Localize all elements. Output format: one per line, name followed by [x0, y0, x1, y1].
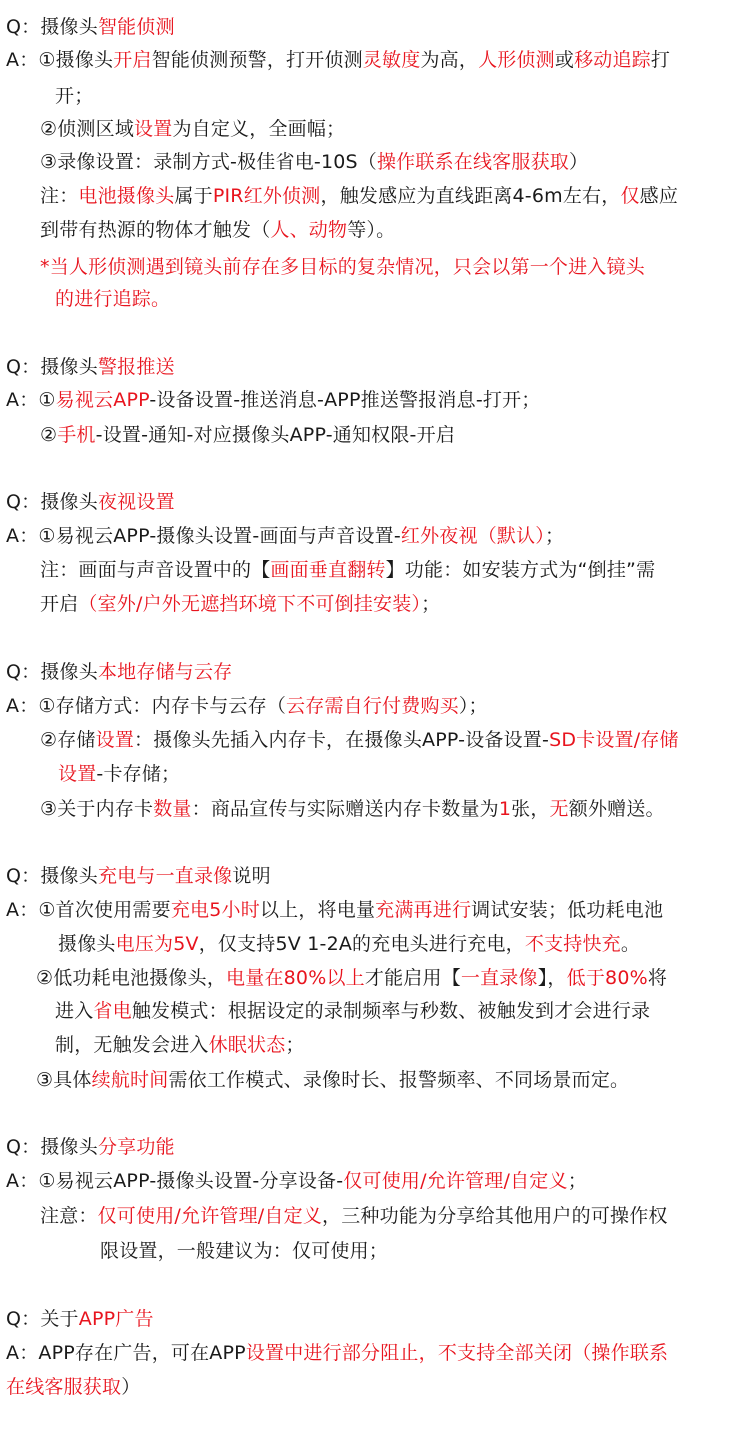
body-text: Q：摄像头 [6, 356, 98, 378]
body-text: 注： [40, 185, 79, 207]
highlight-text: 休眠状态 [208, 1034, 286, 1056]
highlight-text: APP广告 [78, 1308, 154, 1330]
body-text: 】功能：如安装方式为“倒挂”需 [385, 559, 656, 581]
body-text: ：摄像头先插入内存卡，在摄像头APP-设备设置- [134, 729, 550, 751]
faq-line [6, 355, 175, 379]
body-text: 摄像头 [58, 933, 116, 955]
faq-line [40, 728, 679, 752]
faq-line [6, 48, 670, 72]
body-text: ③具体 [36, 1069, 92, 1091]
faq-line [58, 932, 640, 956]
body-text: A：①摄像头 [6, 49, 114, 71]
body-text: ； [285, 1034, 305, 1056]
highlight-text: 低于80% [566, 967, 648, 989]
body-text: ②低功耗电池摄像头， [36, 967, 227, 989]
body-text: 属于 [174, 185, 213, 207]
faq-line [6, 1341, 668, 1365]
faq-line [58, 762, 180, 786]
body-text: Q：摄像头 [6, 16, 98, 38]
faq-line [40, 117, 345, 141]
highlight-text: 本地存储与云存 [97, 661, 233, 683]
highlight-text: 画面垂直翻转 [270, 559, 386, 581]
faq-line [6, 388, 540, 412]
highlight-text: 电量在80%以上 [226, 967, 365, 989]
body-text: ； [421, 593, 441, 615]
highlight-text: 充电5小时 [170, 899, 260, 921]
body-text: A：① [6, 389, 56, 411]
highlight-text: 电池摄像头 [78, 185, 175, 207]
highlight-text: PIR红外侦测 [212, 185, 321, 207]
faq-line [6, 660, 232, 684]
body-text: ②侦测区域 [40, 118, 135, 140]
body-text: ） [121, 1376, 141, 1398]
highlight-text: 分享功能 [97, 1136, 175, 1158]
body-text: ③录像设置：录制方式-极佳省电-10S（ [40, 151, 377, 173]
body-text: Q：摄像头 [6, 865, 98, 887]
faq-line [40, 558, 655, 582]
highlight-text: 仅可使用/允许管理/自定义 [97, 1205, 323, 1227]
highlight-text: 设置中进行部分阻止，不支持全部关闭（操作联系 [245, 1342, 669, 1364]
highlight-text: 操作联系在线客服获取 [376, 151, 569, 173]
body-text: A：①存储方式：内存卡与云存（ [6, 695, 287, 717]
highlight-text: （室外/户外无遮挡环境下不可倒挂安装） [78, 593, 422, 615]
faq-line [6, 864, 271, 888]
faq-line [6, 1169, 587, 1193]
faq-line [55, 287, 170, 311]
highlight-text: 电压为5V [115, 933, 199, 955]
body-text: -设置-通知-对应摄像头APP-通知权限-开启 [95, 424, 456, 446]
body-text: Q：摄像头 [6, 491, 98, 513]
highlight-text: *当人形侦测遇到镜头前存在多目标的复杂情况，只会以第一个进入镜头 [40, 256, 645, 278]
body-text: 调试安装；低功耗电池 [471, 899, 664, 921]
highlight-text: 易视云APP [55, 389, 150, 411]
body-text: 感应 [639, 185, 679, 207]
body-text: 需依工作模式、录像时长、报警频率、不同场景而定。 [168, 1069, 630, 1091]
body-text: 才能启用【 [364, 967, 461, 989]
highlight-text: 人形侦测 [478, 49, 555, 71]
highlight-text: 夜视设置 [97, 491, 175, 513]
faq-line [55, 84, 93, 108]
body-text: A：①易视云APP-摄像头设置-分享设备- [6, 1170, 344, 1192]
highlight-text: 省电 [93, 1000, 132, 1022]
body-text: ② [40, 424, 58, 446]
highlight-text: 数量 [153, 798, 192, 820]
body-text: ，触发感应为直线距离4-6m左右， [320, 185, 621, 207]
body-text: 将 [647, 967, 668, 989]
faq-line [40, 150, 588, 174]
faq-line [36, 1068, 629, 1092]
highlight-text: 续航时间 [91, 1069, 169, 1091]
body-text: 进入 [55, 1000, 94, 1022]
highlight-text: SD卡设置/存储 [549, 729, 679, 751]
highlight-text: 仅 [620, 185, 640, 207]
body-text: ，三种功能为分享给其他用户的可操作权 [322, 1205, 668, 1227]
highlight-text: 开启 [113, 49, 152, 71]
body-text: 制，无触发会进入 [55, 1034, 209, 1056]
highlight-text: 充满再进行 [375, 899, 472, 921]
highlight-text: 设置 [58, 763, 97, 785]
body-text: ，仅支持5V 1-2A的充电头进行充电， [198, 933, 525, 955]
body-text: Q：摄像头 [6, 1136, 98, 1158]
highlight-text: 仅可使用/允许管理/自定义 [343, 1170, 568, 1192]
body-text: 注意： [40, 1205, 98, 1227]
body-text: 为自定义，全画幅； [172, 118, 346, 140]
highlight-text: 的进行追踪。 [55, 288, 171, 310]
faq-line [40, 797, 665, 821]
body-text: ； [567, 1170, 587, 1192]
highlight-text: 云存需自行付费购买 [286, 695, 459, 717]
highlight-text: 手机 [57, 424, 96, 446]
faq-line [40, 255, 645, 279]
highlight-text: 无 [549, 798, 569, 820]
highlight-text: 不支持快充 [524, 933, 621, 955]
body-text: 以上，将电量 [259, 899, 376, 921]
body-text: ③关于内存卡 [40, 798, 154, 820]
body-text: 开； [55, 85, 94, 107]
body-text: ； [545, 525, 565, 547]
body-text: 说明 [232, 865, 271, 887]
highlight-text: 一直录像 [460, 967, 538, 989]
body-text: 。 [620, 933, 641, 955]
highlight-text: 设置 [134, 118, 173, 140]
highlight-text: 1 [498, 798, 512, 820]
body-text: 触发模式：根据设定的录制频率与秒数、被触发到才会进行录 [131, 1000, 651, 1022]
faq-line [40, 592, 440, 616]
body-text: 张， [511, 798, 550, 820]
highlight-text: 灵敏度 [362, 49, 421, 71]
body-text: 注：画面与声音设置中的【 [40, 559, 271, 581]
faq-line [6, 1375, 140, 1399]
body-text: Q：关于 [6, 1308, 79, 1330]
body-text: -设备设置-推送消息-APP推送警报消息-打开； [149, 389, 541, 411]
faq-line [6, 15, 175, 39]
body-text: 】， [537, 967, 567, 989]
body-text: Q：摄像头 [6, 661, 98, 683]
highlight-text: 设置 [95, 729, 135, 751]
body-text: ） [569, 151, 589, 173]
highlight-text: 警报推送 [97, 356, 175, 378]
body-text: 或 [554, 49, 575, 71]
body-text: 限设置，一般建议为：仅可使用； [100, 1240, 389, 1262]
faq-line [6, 1307, 154, 1331]
highlight-text: 人、动物 [270, 219, 348, 241]
faq-line [55, 1033, 305, 1057]
body-text: A：①易视云APP-摄像头设置-画面与声音设置- [6, 525, 401, 547]
faq-line [6, 898, 663, 922]
faq-line [40, 1204, 668, 1228]
faq-line [40, 184, 678, 208]
body-text: ②存储 [40, 729, 96, 751]
faq-line [6, 490, 175, 514]
body-text: A：①首次使用需要 [6, 899, 171, 921]
body-text: 到带有热源的物体才触发（ [40, 219, 271, 241]
faq-line [36, 966, 667, 990]
highlight-text: 在线客服获取 [6, 1376, 122, 1398]
faq-line [6, 524, 564, 548]
body-text: 开启 [40, 593, 79, 615]
body-text: ）； [458, 695, 488, 717]
body-text: ：商品宣传与实际赠送内存卡数量为 [191, 798, 499, 820]
body-text: 等）。 [347, 219, 396, 241]
highlight-text: 智能侦测 [97, 16, 175, 38]
body-text: 为高， [420, 49, 479, 71]
highlight-text: 充电与一直录像 [97, 865, 233, 887]
body-text: 智能侦测预警，打开侦测 [151, 49, 363, 71]
highlight-text: 红外夜视（默认） [400, 525, 546, 547]
faq-line [40, 423, 455, 447]
faq-line [6, 694, 488, 718]
faq-line [55, 999, 650, 1023]
highlight-text: 移动追踪 [574, 49, 651, 71]
body-text: -卡存储； [96, 763, 181, 785]
body-text: 额外赠送。 [568, 798, 665, 820]
body-text: A：APP存在广告，可在APP [6, 1342, 246, 1364]
faq-line [40, 218, 395, 242]
body-text: 打 [650, 49, 671, 71]
faq-line [100, 1239, 388, 1263]
faq-line [6, 1135, 175, 1159]
